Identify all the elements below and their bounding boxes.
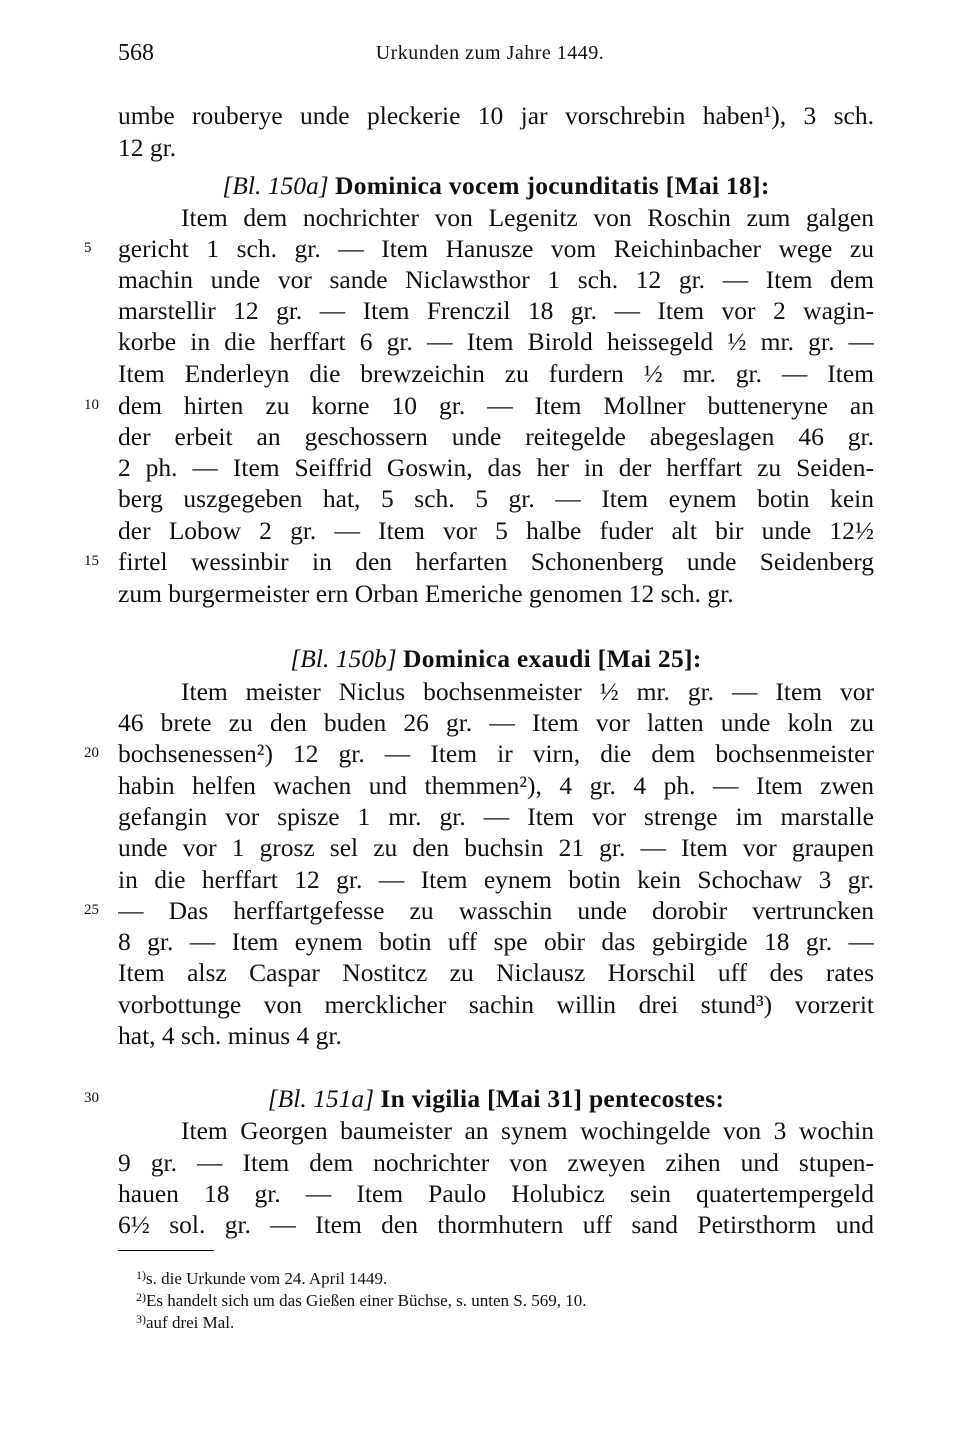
line-number: 10 — [84, 397, 99, 413]
text-line: 9 gr. — Item dem nochrichter von zweyen zihen und stupen- — [118, 1148, 874, 1177]
folio-reference: [Bl. 150b] — [290, 644, 397, 673]
text-line: hauen 18 gr. — Item Paulo Holubicz sein quatertempergeld — [118, 1179, 874, 1208]
running-title: Urkunden zum Jahre 1449. — [375, 42, 605, 64]
footnote-text: auf drei Mal. — [146, 1313, 235, 1332]
text-line: dem hirten zu korne 10 gr. — Item Mollner butteneryne an — [118, 391, 874, 420]
text-line: Item Georgen baumeister an synem wochingelde von 3 wochin — [181, 1116, 874, 1145]
footnote-mark: 3) — [136, 1312, 146, 1326]
text-line: gefangin vor spisze 1 mr. gr. — Item vor strenge im marstalle — [118, 802, 874, 831]
text-line: unde vor 1 grosz sel zu den buchsin 21 gr. — Item vor graupen — [118, 833, 874, 862]
text-line: bochsenessen²) 12 gr. — Item ir virn, die dem bochsenmeister — [118, 739, 874, 768]
text-line: firtel wessinbir in den herfarten Schonenberg unde Seidenberg — [118, 547, 874, 576]
footnote — [136, 1290, 866, 1312]
line-number: 25 — [84, 902, 99, 918]
text-line: korbe in die herffart 6 gr. — Item Birold heissegeld ½ mr. gr. — — [118, 327, 874, 356]
page-header — [0, 40, 960, 76]
text-line: Item meister Niclus bochsenmeister ½ mr. gr. — Item vor — [181, 677, 874, 706]
text-line: der erbeit an geschossern unde reitegelde abegeslagen 46 gr. — [118, 422, 874, 451]
footnote-text: Es handelt sich um das Gießen einer Büchse, s. unten S. 569, 10. — [146, 1291, 587, 1310]
footnote — [136, 1312, 866, 1334]
footnote-mark: 2) — [136, 1290, 146, 1304]
section-heading — [118, 1083, 874, 1114]
text-line: der Lobow 2 gr. — Item vor 5 halbe fuder alt bir unde 12½ — [118, 516, 874, 545]
footnote — [136, 1268, 866, 1290]
footnote-separator — [118, 1250, 214, 1251]
footnote-text: s. die Urkunde vom 24. April 1449. — [146, 1269, 388, 1288]
text-line: — Das herffartgefesse zu wasschin unde dorobir vertruncken — [118, 896, 874, 925]
text-line: gericht 1 sch. gr. — Item Hanusze vom Reichinbacher wege zu — [118, 234, 874, 263]
folio-reference: [Bl. 150a] — [222, 171, 329, 200]
line-number: 30 — [84, 1090, 99, 1106]
text-line: 46 brete zu den buden 26 gr. — Item vor latten unde koln zu — [118, 708, 874, 737]
text-line: umbe rouberye unde pleckerie 10 jar vorschrebin haben¹), 3 sch. — [118, 101, 874, 130]
text-line: in die herffart 12 gr. — Item eynem botin kein Schochaw 3 gr. — [118, 865, 874, 894]
text-line: hat, 4 sch. minus 4 gr. — [118, 1021, 342, 1050]
section-heading — [118, 643, 874, 674]
line-number: 20 — [84, 745, 99, 761]
text-line: berg uszgegeben hat, 5 sch. 5 gr. — Item eynem botin kein — [118, 484, 874, 513]
heading-title: In vigilia [Mai 31] pentecostes: — [380, 1084, 725, 1113]
text-line: 12 gr. — [118, 133, 177, 162]
line-number: 5 — [84, 240, 92, 256]
text-line: marstellir 12 gr. — Item Frenczil 18 gr. — Item vor 2 wagin- — [118, 296, 874, 325]
text-line: Item alsz Caspar Nostitcz zu Niclausz Horschil uff des rates — [118, 958, 874, 987]
text-line: zum burgermeister ern Orban Emeriche genomen 12 sch. gr. — [118, 579, 734, 608]
text-line: Item dem nochrichter von Legenitz von Roschin zum galgen — [181, 203, 874, 232]
heading-title: Dominica vocem jocunditatis [Mai 18]: — [335, 171, 770, 200]
text-line: machin unde vor sande Niclawsthor 1 sch. 12 gr. — Item dem — [118, 265, 874, 294]
text-line: 6½ sol. gr. — Item den thormhutern uff sand Petirsthorm und — [118, 1210, 874, 1239]
footnote-mark: 1) — [136, 1268, 146, 1282]
line-number: 15 — [84, 553, 99, 569]
text-line: Item Enderleyn die brewzeichin zu furdern ½ mr. gr. — Item — [118, 359, 874, 388]
text-line: vorbottunge von mercklicher sachin willin drei stund³) vorzerit — [118, 990, 874, 1019]
page-number: 568 — [118, 40, 154, 66]
section-heading — [118, 170, 874, 201]
text-line: 2 ph. — Item Seiffrid Goswin, das her in der herffart zu Seiden- — [118, 453, 874, 482]
text-line: habin helfen wachen und themmen²), 4 gr. 4 ph. — Item zwen — [118, 771, 874, 800]
text-line: 8 gr. — Item eynem botin uff spe obir das gebirgide 18 gr. — — [118, 927, 874, 956]
folio-reference: [Bl. 151a] — [267, 1084, 374, 1113]
heading-title: Dominica exaudi [Mai 25]: — [403, 644, 702, 673]
